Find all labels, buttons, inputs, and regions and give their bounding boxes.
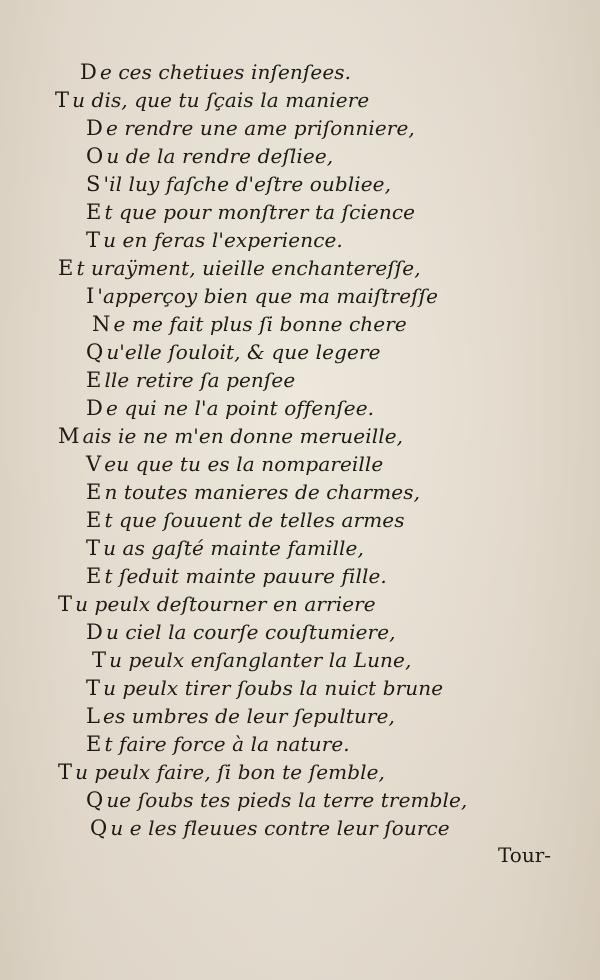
line-text: es umbres de leur ſepulture, [103,704,395,728]
line-initial: M [58,424,80,448]
line-text: e rendre une ame priſonniere, [105,116,415,140]
line-text: u de la rendre deſliee, [106,144,334,168]
line-text: u e les fleuues contre leur ſource [110,816,450,840]
line-initial: O [86,144,104,168]
line-text: e ces chetiues inſenſees. [99,60,352,84]
line-initial: T [92,648,107,672]
line-text: u dis, que tu ſçais la maniere [72,88,370,112]
verse-line [86,368,295,392]
verse-line [92,648,411,672]
line-text: u peulx tirer ſoubs la nuict brune [103,676,444,700]
line-initial: T [86,536,101,560]
verse-line [58,256,421,280]
line-text: u'elle ſouloit, & que legere [106,340,381,364]
line-text: u as gaſté mainte famille, [103,536,364,560]
verse-line [86,396,374,420]
line-initial: T [58,592,73,616]
line-initial: L [86,704,101,728]
line-initial: T [58,760,73,784]
line-text: 'apperçoy bien que ma maiſtreſſe [97,284,439,308]
line-initial: E [86,564,102,588]
line-text: t que pour monſtrer ta ſcience [104,200,416,224]
verse-line [86,536,364,560]
line-initial: D [86,116,103,140]
verse-line [55,88,369,112]
line-initial: T [86,676,101,700]
line-text: t ſeduit mainte pauure fille. [104,564,387,588]
line-text: e me fait plus ſi bonne chere [113,312,407,336]
line-initial: T [55,88,70,112]
line-text: 'il luy faſche d'eſtre oubliee, [103,172,392,196]
line-initial: T [86,228,101,252]
verse-line [86,732,350,756]
verse-line [86,200,415,224]
line-initial: V [86,452,102,476]
line-text: u peulx deſtourner en arriere [75,592,376,616]
line-text: u peulx faire, ſi bon te ſemble, [75,760,385,784]
line-text: n toutes manieres de charmes, [104,480,421,504]
line-initial: Q [86,340,104,364]
verse-line [90,816,450,840]
verse-line [86,788,467,812]
verse-line [86,676,443,700]
verse-line [86,116,415,140]
verse-line [86,228,343,252]
verse-line [86,704,395,728]
catchword: Tour- [498,843,552,867]
verse-line [58,592,376,616]
line-initial: D [80,60,97,84]
verse-line [86,172,391,196]
line-initial: D [86,396,103,420]
line-initial: I [86,284,95,308]
line-initial: E [86,732,102,756]
line-initial: E [86,368,102,392]
line-text: ais ie ne m'en donne merueille, [82,424,404,448]
line-text: t que ſouuent de telles armes [104,508,405,532]
line-initial: S [86,172,101,196]
line-text: e qui ne l'a point offenſee. [105,396,375,420]
line-initial: E [86,508,102,532]
line-initial: E [86,480,102,504]
line-text: ue ſoubs tes pieds la terre tremble, [106,788,468,812]
verse-line [86,620,396,644]
verse-line [80,60,351,84]
verse-line [58,760,385,784]
verse-line [86,284,438,308]
verse-line [86,480,420,504]
line-text: u peulx enſanglanter la Lune, [109,648,412,672]
verse-line [86,564,387,588]
line-initial: N [92,312,111,336]
line-text: lle retire ſa penſee [104,368,296,392]
verse-line [86,508,405,532]
line-text: t faire force à la nature. [104,732,350,756]
line-initial: E [58,256,74,280]
line-initial: Q [86,788,104,812]
verse-line [86,452,383,476]
line-initial: E [86,200,102,224]
verse-line [92,312,407,336]
verse-line [86,144,333,168]
verse-line [58,424,403,448]
line-text: u en feras l'experience. [103,228,343,252]
verse-line [86,340,381,364]
line-initial: D [86,620,103,644]
line-text: u ciel la courſe couſtumiere, [105,620,396,644]
line-text: t uraÿment, uieille enchantereſſe, [76,256,421,280]
line-initial: Q [90,816,108,840]
line-text: eu que tu es la nompareille [104,452,384,476]
